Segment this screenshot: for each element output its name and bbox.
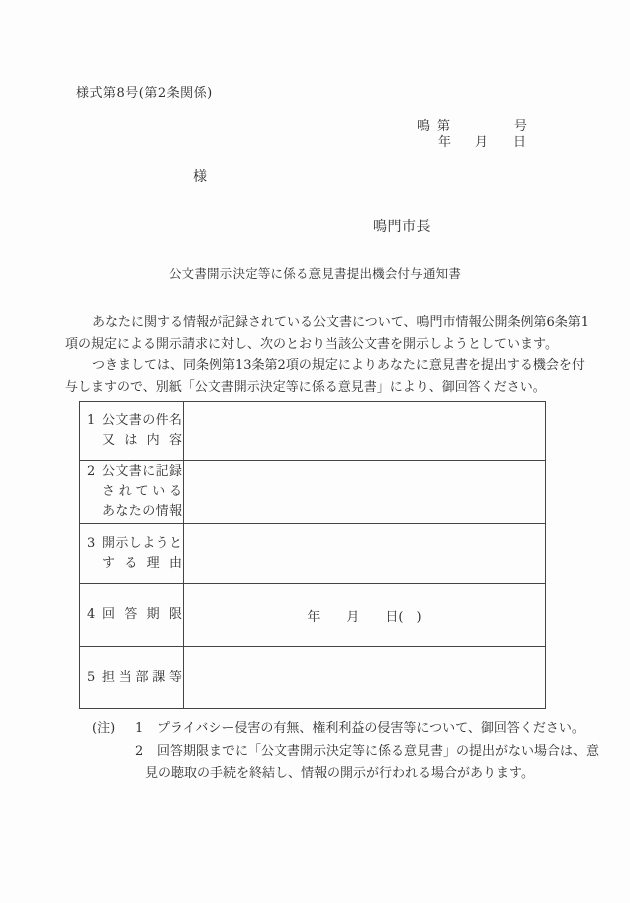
row-number: 2 xyxy=(87,464,96,479)
form-table xyxy=(79,401,546,709)
date-line xyxy=(438,131,526,150)
row-label-line: されている xyxy=(102,484,182,499)
document-title: 公文書開示決定等に係る意見書提出機会付与通知書 xyxy=(168,266,462,281)
table-row-document-name xyxy=(80,402,545,461)
table-row-responsible-section xyxy=(80,647,545,708)
sender-title: 鳴門市長 xyxy=(373,219,431,235)
row-label-line: 回答期限 xyxy=(102,607,182,622)
note-text: プライバシー侵害の有無、権利利益の侵害等について、御回答ください。 xyxy=(157,721,585,736)
note-text: 見の聴取の手続を終結し、情報の開示が行われる場合があります。 xyxy=(145,766,534,781)
row-label-cell xyxy=(80,584,184,646)
row-value-cell: 年 月 日( ) xyxy=(307,609,422,625)
table-row-disclosure-reason xyxy=(80,524,545,584)
body-line: あなたに関する情報が記録されている公文書について、鳴門市情報公開条例第6条第1 xyxy=(92,315,590,330)
recipient-honorific: 様 xyxy=(193,169,207,185)
row-number: 5 xyxy=(87,669,96,685)
note-number: 1 xyxy=(135,721,144,736)
note-line xyxy=(135,744,599,760)
row-label-cell xyxy=(80,402,184,460)
date-month-label: 月 xyxy=(475,135,489,150)
row-value-cell xyxy=(184,402,545,460)
note-line xyxy=(92,721,585,737)
office-prefix: 鳴 xyxy=(417,119,431,134)
row-label-cell xyxy=(80,647,184,708)
row-value-cell xyxy=(184,647,545,708)
table-row-reply-deadline xyxy=(80,584,545,647)
row-value-cell xyxy=(184,524,545,583)
row-label-line: 担当部課等 xyxy=(102,669,182,685)
row-label-line: 公文書に記録 xyxy=(102,464,182,479)
row-label-line: 公文書の件名 xyxy=(102,413,182,428)
row-label-line: あなたの情報 xyxy=(102,504,182,519)
row-number: 4 xyxy=(87,607,96,622)
number-suffix: 号 xyxy=(514,119,528,134)
note-line xyxy=(145,766,534,782)
row-label-line: 開示しようと xyxy=(102,535,182,551)
form-number-label: 様式第8号(第2条関係) xyxy=(76,86,213,101)
row-label-line: 又は内容 xyxy=(102,433,182,448)
row-number: 3 xyxy=(87,535,96,551)
body-line: 与しますので、別紙「公文書開示決定等に係る意見書」により、御回答ください。 xyxy=(65,380,546,396)
date-year-label: 年 xyxy=(438,135,452,150)
notes-label: (注) xyxy=(92,721,116,736)
table-row-recorded-info xyxy=(80,461,545,524)
body-text xyxy=(65,312,589,399)
row-label-line: する理由 xyxy=(102,555,182,571)
date-day-label: 日 xyxy=(513,135,527,150)
note-number: 2 xyxy=(135,744,144,759)
row-number: 1 xyxy=(87,413,96,428)
body-line: 項の規定による開示請求に対し、次のとおり当該公文書を開示しようとしています。 xyxy=(65,336,558,352)
note-text: 回答期限までに「公文書開示決定等に係る意見書」の提出がない場合は、意 xyxy=(157,744,600,759)
row-label-cell xyxy=(80,524,184,583)
row-label-cell xyxy=(80,461,184,523)
number-prefix: 第 xyxy=(437,119,451,134)
body-line: つきましては、同条例第13条第2項の規定によりあなたに意見書を提出する機会を付 xyxy=(92,358,585,374)
row-value-cell xyxy=(184,461,545,523)
